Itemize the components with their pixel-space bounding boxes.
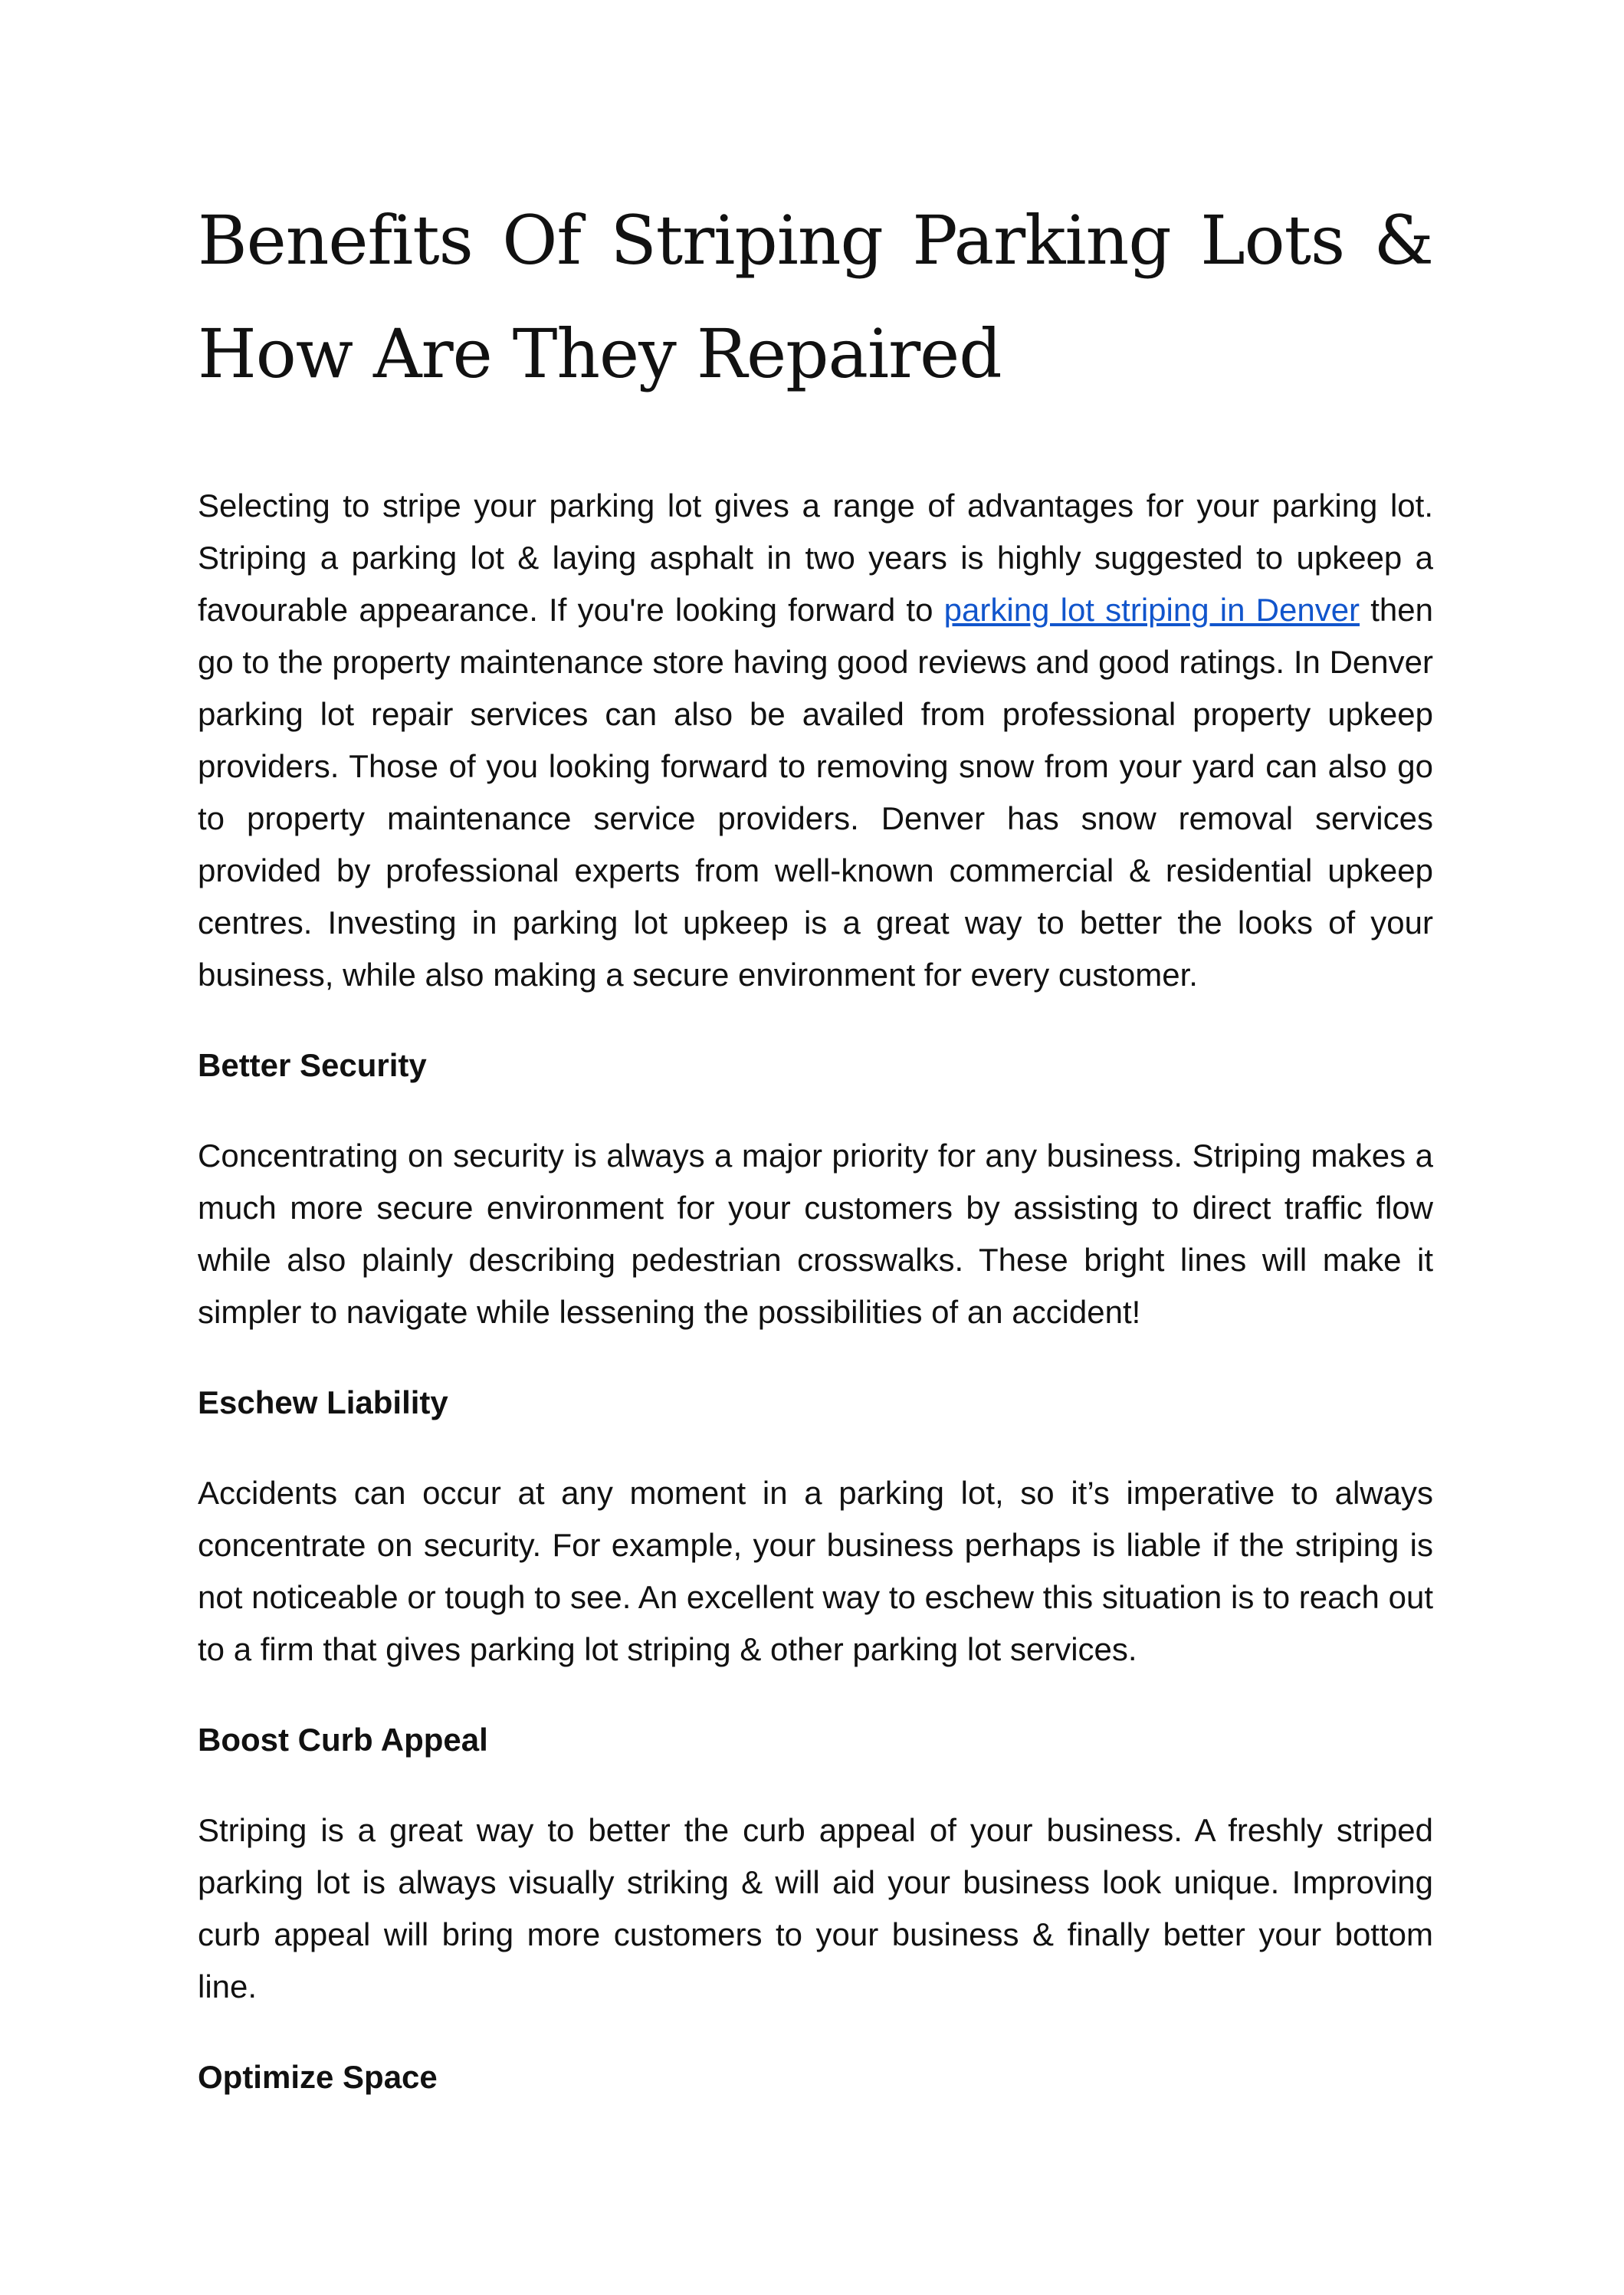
- section-heading-optimize-space: Optimize Space: [198, 2059, 438, 2095]
- section-body-boost-curb-appeal: Striping is a great way to better the curb appeal of your business. A freshly striped parking lot is always visually striking & will aid your business look unique. Improving curb appeal will bring more customers to your business & finally better your bottom line.: [198, 1812, 1433, 2004]
- denver-striping-link[interactable]: parking lot striping in Denver: [943, 592, 1360, 628]
- section-heading-better-security: Better Security: [198, 1047, 427, 1083]
- section-heading-eschew-liability: Eschew Liability: [198, 1384, 448, 1420]
- page-title: Benefits Of Striping Parking Lots & How Are They Repaired: [198, 201, 1433, 393]
- intro-text-after-link: then go to the property maintenance store having good reviews and good ratings. In Denver parking lot repair services can also be availed from professional property upkeep providers. Those of you looking forward to removing snow from your yard can also go to property maintenance service providers. Denver has snow removal services provided by professional experts from well-known commercial & residential upkeep centres. Investing in parking lot upkeep is a great way to better the looks of your business, while also making a secure environment for every customer.: [198, 592, 1433, 993]
- section-heading-boost-curb-appeal: Boost Curb Appeal: [198, 1722, 488, 1758]
- intro-text-before-link: Selecting to stripe your parking lot gives a range of advantages for your parking lot. Striping a parking lot & laying asphalt in two years is highly suggested to upkeep a favourable appearance. If you're looking forward to: [198, 488, 1433, 628]
- section-body-eschew-liability: Accidents can occur at any moment in a parking lot, so it’s imperative to always concentrate on security. For example, your business perhaps is liable if the striping is not noticeable or tough to see. An excellent way to eschew this situation is to reach out to a firm that gives parking lot striping & other parking lot services.: [198, 1475, 1433, 1667]
- document-page: [198, 184, 1433, 2142]
- section-body-better-security: Concentrating on security is always a major priority for any business. Striping makes a much more secure environment for your customers by assisting to direct traffic flow while also plainly describing pedestrian crosswalks. These bright lines will make it simpler to navigate while lessening the possibilities of an accident!: [198, 1138, 1433, 1330]
- intro-paragraph: [198, 480, 1433, 1001]
